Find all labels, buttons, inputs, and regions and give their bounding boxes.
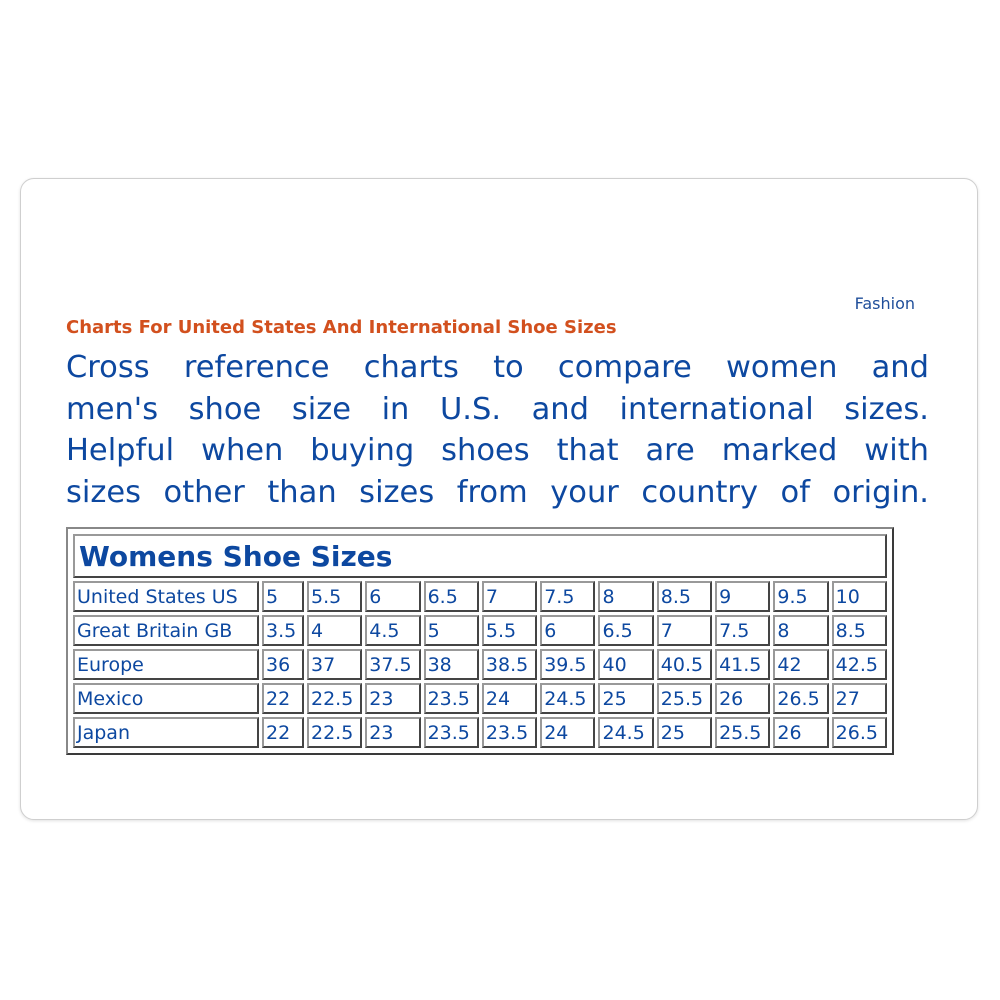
size-cell: 23.5	[482, 717, 537, 748]
size-cell: 6.5	[598, 615, 653, 646]
size-cell: 25	[598, 683, 653, 714]
size-cell: 9	[715, 581, 770, 612]
size-cell: 23	[365, 717, 420, 748]
category-link[interactable]: Fashion	[854, 294, 915, 313]
description-line: sizes other than sizes from your country of origin.	[66, 474, 929, 510]
size-cell: 37.5	[365, 649, 420, 680]
size-cell: 3.5	[262, 615, 304, 646]
size-cell: 26.5	[832, 717, 887, 748]
article-headline[interactable]: Charts For United States And International Shoe Sizes	[66, 317, 617, 338]
description-line: Helpful when buying shoes that are marked with	[66, 433, 929, 468]
table-row	[73, 615, 887, 646]
size-cell: 7	[657, 615, 712, 646]
article-description	[66, 347, 929, 513]
size-cell: 22	[262, 717, 304, 748]
size-cell: 24.5	[598, 717, 653, 748]
size-cell: 24.5	[540, 683, 595, 714]
table-title: Womens Shoe Sizes	[73, 534, 887, 578]
size-cell: 37	[307, 649, 362, 680]
size-cell: 5.5	[307, 581, 362, 612]
size-cell: 40	[598, 649, 653, 680]
size-cell: 8	[773, 615, 828, 646]
description-line: Cross reference charts to compare women and	[66, 350, 929, 385]
shoe-size-table	[70, 531, 890, 751]
size-cell: 38	[424, 649, 479, 680]
size-cell: 42.5	[832, 649, 887, 680]
size-cell: 25.5	[657, 683, 712, 714]
description-line: men's shoe size in U.S. and international sizes.	[66, 391, 929, 427]
size-cell: 41.5	[715, 649, 770, 680]
table-row	[73, 717, 887, 748]
row-label: Europe	[73, 649, 259, 680]
row-label: Great Britain GB	[73, 615, 259, 646]
size-cell: 40.5	[657, 649, 712, 680]
size-cell: 25	[657, 717, 712, 748]
size-cell: 7.5	[540, 581, 595, 612]
size-cell: 9.5	[773, 581, 828, 612]
size-cell: 39.5	[540, 649, 595, 680]
row-label: Japan	[73, 717, 259, 748]
table-body	[73, 581, 887, 748]
size-cell: 24	[540, 717, 595, 748]
size-cell: 5	[262, 581, 304, 612]
size-cell: 38.5	[482, 649, 537, 680]
size-cell: 27	[832, 683, 887, 714]
size-cell: 23.5	[424, 717, 479, 748]
size-cell: 8.5	[657, 581, 712, 612]
table-row	[73, 581, 887, 612]
size-cell: 26	[715, 683, 770, 714]
size-cell: 42	[773, 649, 828, 680]
size-cell: 7.5	[715, 615, 770, 646]
size-cell: 7	[482, 581, 537, 612]
size-cell: 23.5	[424, 683, 479, 714]
size-cell: 25.5	[715, 717, 770, 748]
size-cell: 26.5	[773, 683, 828, 714]
table-row	[73, 683, 887, 714]
size-cell: 8.5	[832, 615, 887, 646]
size-cell: 22.5	[307, 717, 362, 748]
size-cell: 22	[262, 683, 304, 714]
size-cell: 4	[307, 615, 362, 646]
shoe-size-table-frame	[66, 527, 894, 755]
size-cell: 6	[365, 581, 420, 612]
row-label: Mexico	[73, 683, 259, 714]
size-cell: 6.5	[424, 581, 479, 612]
row-label: United States US	[73, 581, 259, 612]
size-cell: 5.5	[482, 615, 537, 646]
size-cell: 5	[424, 615, 479, 646]
content-card	[20, 178, 978, 820]
size-cell: 23	[365, 683, 420, 714]
size-cell: 6	[540, 615, 595, 646]
size-cell: 4.5	[365, 615, 420, 646]
size-cell: 36	[262, 649, 304, 680]
size-cell: 10	[832, 581, 887, 612]
size-cell: 8	[598, 581, 653, 612]
table-row	[73, 649, 887, 680]
size-cell: 26	[773, 717, 828, 748]
size-cell: 24	[482, 683, 537, 714]
size-cell: 22.5	[307, 683, 362, 714]
